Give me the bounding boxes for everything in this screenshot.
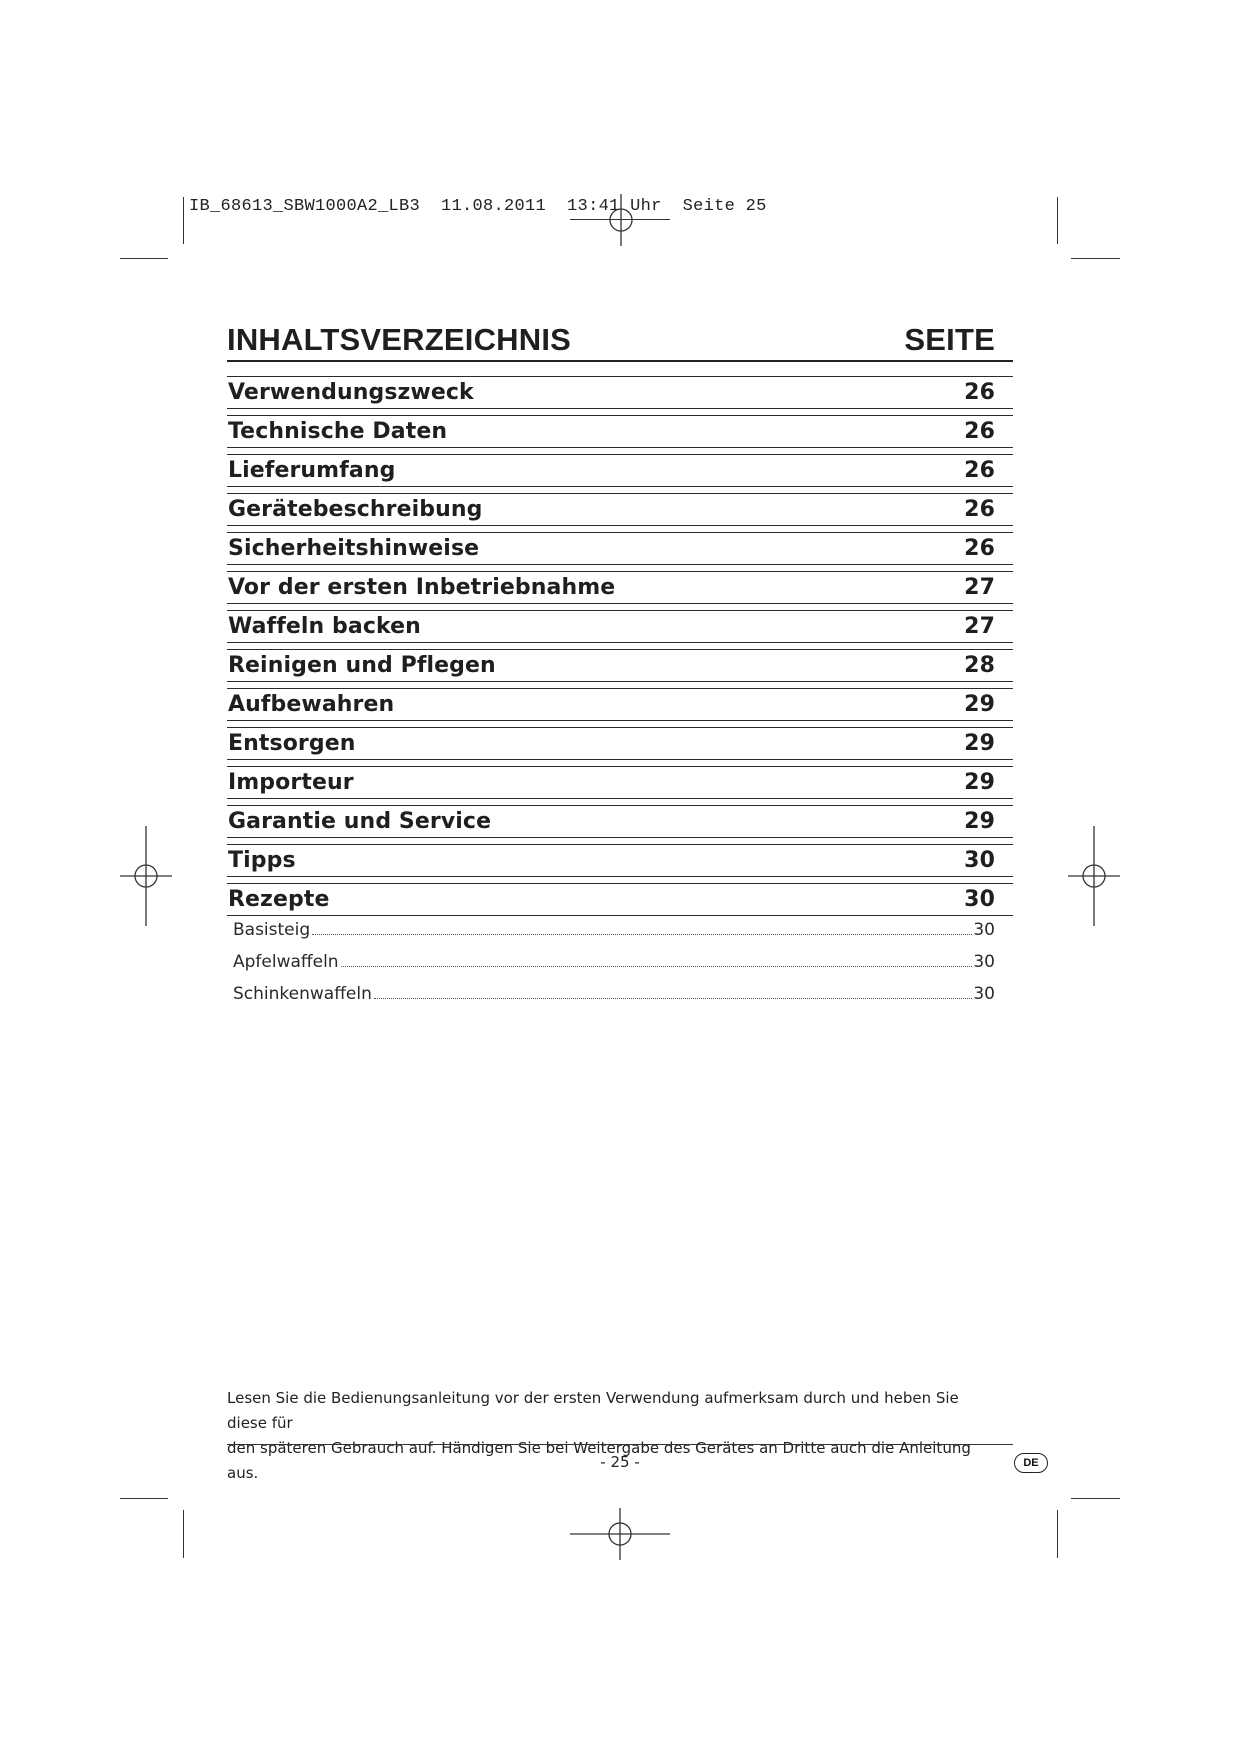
crop-mark — [1057, 1510, 1058, 1558]
toc-sub-entry-label: Apfelwaffeln — [233, 952, 339, 972]
toc-entry-label: Aufbewahren — [228, 692, 395, 717]
dot-leader — [341, 966, 973, 967]
toc-sub-entry-label: Basisteig — [233, 920, 311, 940]
toc-entry[interactable] — [227, 805, 1013, 838]
crop-mark — [120, 258, 168, 259]
toc-entry-page: 29 — [964, 809, 995, 834]
toc-entry-label: Gerätebeschreibung — [228, 497, 483, 522]
crop-mark — [183, 1510, 184, 1558]
toc-entry-page: 30 — [964, 848, 995, 873]
toc-sub-entry-label: Schinkenwaffeln — [233, 984, 372, 1004]
reading-notice-line: den späteren Gebrauch auf. Händigen Sie bei Weitergabe des Gerätes an Dritte auch die Anleitung aus. — [227, 1439, 971, 1482]
toc-sub-list — [227, 920, 1013, 1016]
registration-mark-bottom — [570, 1508, 670, 1560]
toc-entry-label: Garantie und Service — [228, 809, 492, 834]
toc-list — [227, 376, 1013, 916]
toc-entry[interactable] — [227, 376, 1013, 409]
toc-entry-label: Lieferumfang — [228, 458, 396, 483]
toc-entry-page: 29 — [964, 731, 995, 756]
toc-entry[interactable] — [227, 571, 1013, 604]
toc-header — [227, 320, 1013, 358]
toc-entry-label: Tipps — [228, 848, 296, 873]
toc-entry-label: Verwendungszweck — [228, 380, 474, 405]
toc-entry-label: Rezepte — [228, 887, 330, 912]
registration-mark-top — [596, 194, 646, 246]
registration-mark-right — [1068, 826, 1120, 926]
toc-entry-page: 26 — [964, 419, 995, 444]
toc-sub-entry[interactable] — [227, 952, 1013, 984]
toc-entry-page: 27 — [964, 614, 995, 639]
toc-entry[interactable] — [227, 766, 1013, 799]
toc-sub-entry-page: 30 — [973, 952, 995, 972]
crop-mark — [1057, 197, 1058, 244]
toc-entry[interactable] — [227, 688, 1013, 721]
toc-entry-label: Vor der ersten Inbetriebnahme — [228, 575, 616, 600]
toc-entry-label: Waffeln backen — [228, 614, 421, 639]
toc-sub-entry[interactable] — [227, 984, 1013, 1016]
toc-entry-page: 28 — [964, 653, 995, 678]
reading-notice — [227, 1386, 1002, 1486]
toc-entry[interactable] — [227, 649, 1013, 682]
crop-mark — [1071, 258, 1120, 259]
toc-entry-page: 26 — [964, 458, 995, 483]
toc-entry-page: 26 — [964, 536, 995, 561]
toc-entry-page: 29 — [964, 770, 995, 795]
reading-notice-line: Lesen Sie die Bedienungsanleitung vor der ersten Verwendung aufmerksam durch und heben Sie diese für — [227, 1389, 959, 1432]
toc-entry[interactable] — [227, 727, 1013, 760]
dot-leader — [374, 998, 972, 999]
header-rule — [227, 360, 1013, 362]
toc-sub-entry-page: 30 — [973, 920, 995, 940]
toc-entry-label: Entsorgen — [228, 731, 356, 756]
toc-entry-label: Sicherheitshinweise — [228, 536, 480, 561]
registration-mark-left — [120, 826, 172, 926]
toc-entry-label: Reinigen und Pflegen — [228, 653, 496, 678]
toc-entry[interactable] — [227, 883, 1013, 916]
toc-sub-entry-page: 30 — [973, 984, 995, 1004]
toc-entry[interactable] — [227, 415, 1013, 448]
toc-page-label: SEITE — [904, 322, 995, 357]
toc-entry-page: 29 — [964, 692, 995, 717]
toc-entry-page: 27 — [964, 575, 995, 600]
crop-mark — [120, 1498, 168, 1499]
toc-entry[interactable] — [227, 532, 1013, 565]
toc-entry[interactable] — [227, 454, 1013, 487]
toc-title: INHALTSVERZEICHNIS — [227, 322, 572, 357]
crop-mark — [183, 197, 184, 244]
toc-entry[interactable] — [227, 610, 1013, 643]
footer-rule — [227, 1444, 1013, 1445]
toc-entry[interactable] — [227, 844, 1013, 877]
toc-entry-page: 30 — [964, 887, 995, 912]
toc-entry-page: 26 — [964, 380, 995, 405]
toc-entry-label: Technische Daten — [228, 419, 448, 444]
toc-entry-label: Importeur — [228, 770, 354, 795]
crop-mark — [1071, 1498, 1120, 1499]
toc-sub-entry[interactable] — [227, 920, 1013, 952]
language-badge: DE — [1014, 1453, 1048, 1473]
page-number: - 25 - — [600, 1453, 640, 1471]
toc-entry[interactable] — [227, 493, 1013, 526]
print-slug: IB_68613_SBW1000A2_LB3 11.08.2011 13:41 Uhr Seite 25 — [189, 197, 767, 216]
dot-leader — [312, 934, 972, 935]
toc-entry-page: 26 — [964, 497, 995, 522]
table-of-contents — [227, 320, 1013, 1016]
